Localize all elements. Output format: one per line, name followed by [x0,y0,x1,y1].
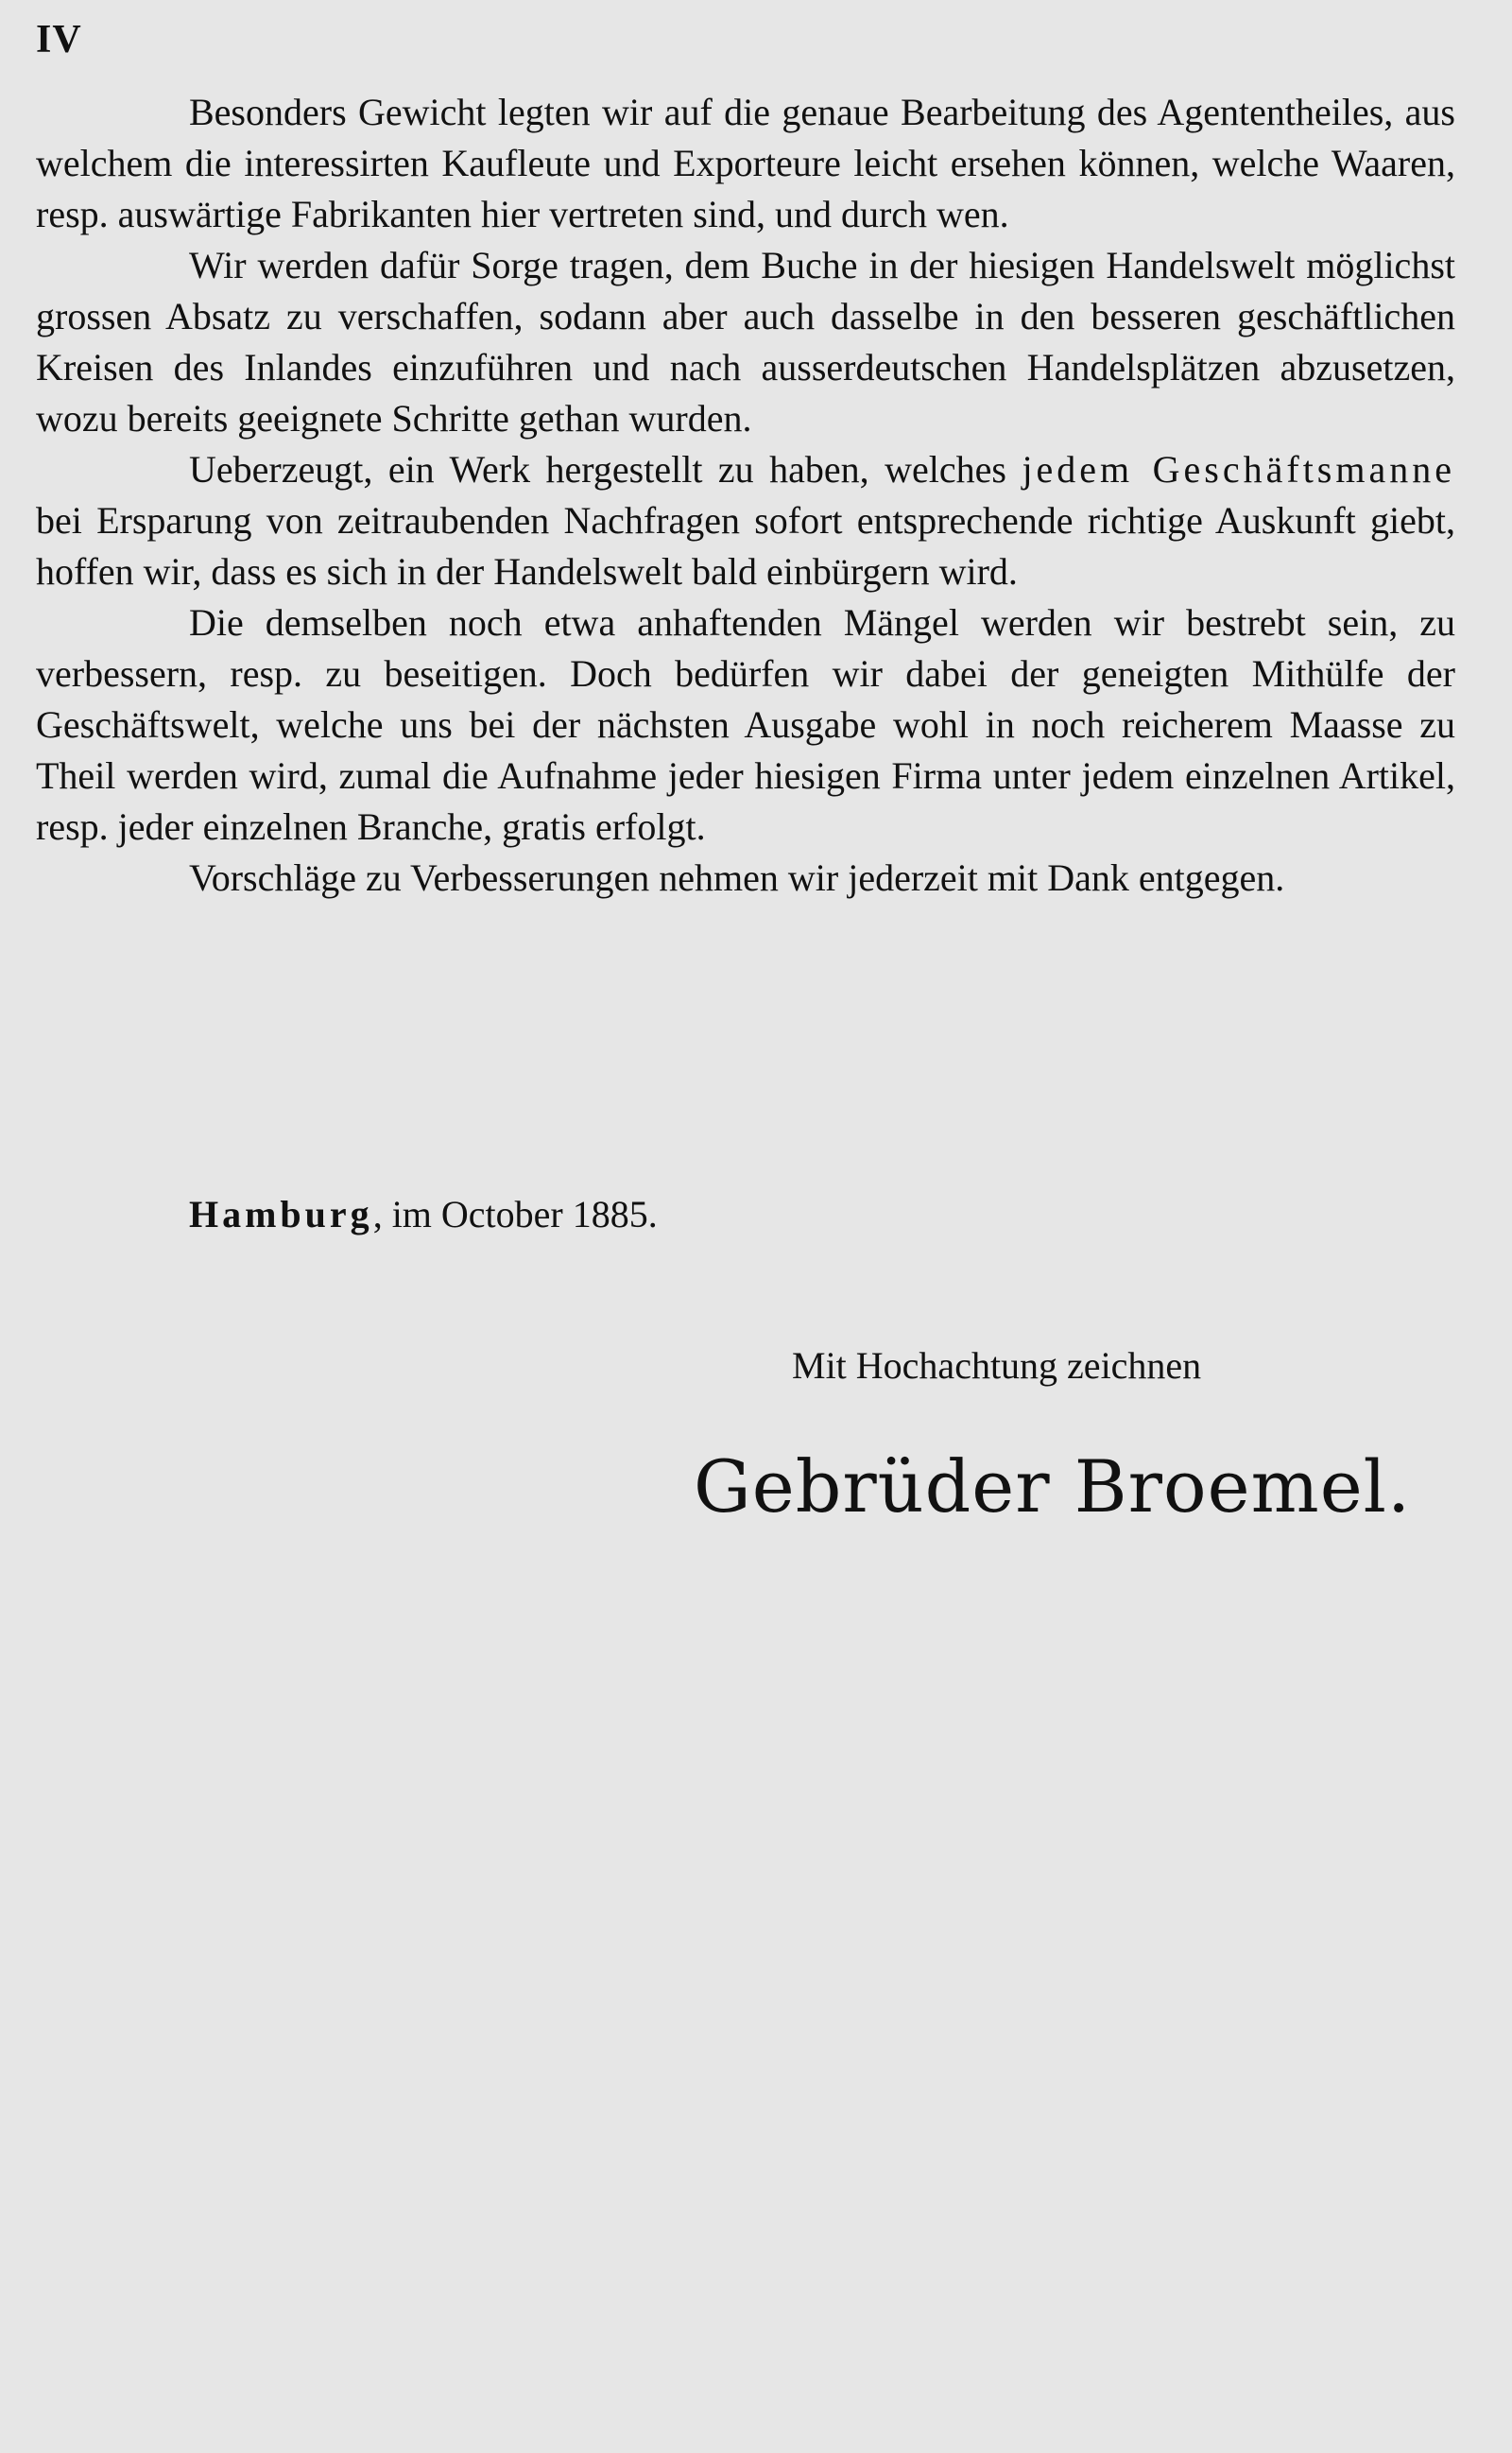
paragraph-suggestions: Vorschläge zu Verbesserungen nehmen wir jederzeit mit Dank entgegen. [189,856,1285,899]
dateline-place: Hamburg [189,1193,373,1235]
body-text [36,87,1455,904]
paragraph-distribution: Wir werden dafür Sorge tragen, dem Buche in der hiesigen Handelswelt möglichst grossen Absatz zu verschaffen, sodann aber auch dasselbe in den besseren geschäftlichen Kreisen des Inlandes einzuführen und nach ausserdeutschen Handelsplätzen abzusetzen, wozu bereits geeignete Schritte gethan wurden. [36,244,1455,440]
paragraph-agent-section: Besonders Gewicht legten wir auf die genaue Bearbeitung des Agententheiles, aus welchem die interessirten Kaufleute und Exporteure leicht ersehen können, welche Waaren, resp. auswärtige Fabrikanten hier vertreten sind, und durch wen. [36,91,1455,235]
paragraph-conviction-start: Ueberzeugt, ein Werk hergestellt zu haben, welches [189,448,1022,491]
closing-phrase: Mit Hochachtung zeichnen [792,1344,1202,1387]
paragraph-improvements: Die demselben noch etwa anhaftenden Mängel werden wir bestrebt sein, zu verbessern, resp. zu beseitigen. Doch bedürfen wir dabei der geneigten Mithülfe der Geschäftswelt, welche uns bei der nächsten Ausgabe wohl in noch reicherem Maasse zu Theil werden wird, zumal die Aufnahme jeder hiesigen Firma unter jedem einzelnen Artikel, resp. jeder einzelnen Branche, gratis erfolgt. [36,601,1455,848]
paragraph-conviction [36,444,1455,597]
paragraph-conviction-emphasis: jedem Geschäftsmanne [1022,448,1455,491]
dateline [189,1189,658,1240]
paragraph-conviction-end: bei Ersparung von zeitraubenden Nachfragen sofort entsprechende richtige Auskunft giebt, hoffen wir, dass es sich in der Handelswelt bald einbürgern wird. [36,499,1455,593]
dateline-date: , im October 1885. [372,1193,658,1235]
page-number: IV [36,18,82,61]
signature: Gebrüder Broemel. [694,1444,1412,1529]
